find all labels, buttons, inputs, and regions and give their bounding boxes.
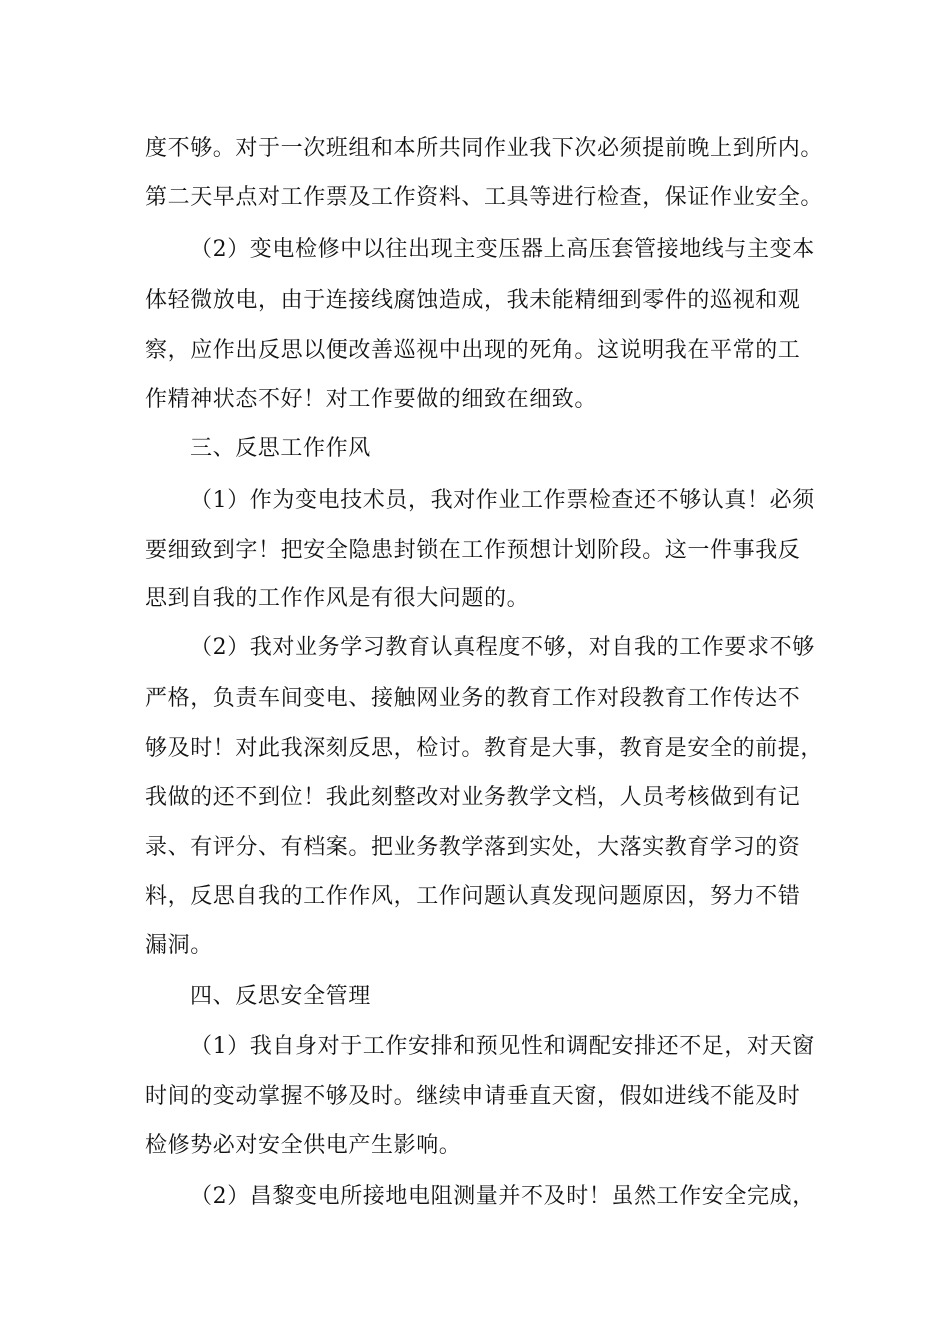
text-line: 时间的变动掌握不够及时。继续申请垂直天窗，假如进线不能及时 xyxy=(145,1084,801,1109)
text-line: 察，应作出反思以便改善巡视中出现的死角。这说明我在平常的工 xyxy=(145,338,801,363)
text-line: （1）作为变电技术员，我对作业工作票检查还不够认真！必须 xyxy=(190,488,815,513)
text-line: 严格，负责车间变电、接触网业务的教育工作对段教育工作传达不 xyxy=(145,686,801,711)
text-line: 要细致到字！把安全隐患封锁在工作预想计划阶段。这一件事我反 xyxy=(145,538,801,563)
section-heading: 三、反思工作作风 xyxy=(190,436,371,461)
text-line: （2）变电检修中以往出现主变压器上高压套管接地线与主变本 xyxy=(190,237,815,262)
section-heading: 四、反思安全管理 xyxy=(190,984,371,1009)
text-line: 度不够。对于一次班组和本所共同作业我下次必须提前晚上到所内。 xyxy=(145,136,824,161)
text-line: 够及时！对此我深刻反思，检讨。教育是大事，教育是安全的前提， xyxy=(145,736,824,761)
text-line: 检修势必对安全供电产生影响。 xyxy=(145,1133,462,1158)
text-line: 第二天早点对工作票及工作资料、工具等进行检查，保证作业安全。 xyxy=(145,185,824,210)
text-line: 作精神状态不好！对工作要做的细致在细致。 xyxy=(145,387,598,412)
text-line: 料，反思自我的工作作风，工作问题认真发现问题原因，努力不错 xyxy=(145,884,801,909)
text-line: （2）我对业务学习教育认真程度不够，对自我的工作要求不够 xyxy=(190,635,815,660)
text-line: 体轻微放电，由于连接线腐蚀造成，我未能精细到零件的巡视和观 xyxy=(145,288,801,313)
text-line: 漏洞。 xyxy=(145,933,213,958)
text-line: （1）我自身对于工作安排和预见性和调配安排还不足，对天窗 xyxy=(190,1034,815,1059)
text-line: 我做的还不到位！我此刻整改对业务教学文档，人员考核做到有记 xyxy=(145,785,801,810)
text-line: 录、有评分、有档案。把业务教学落到实处，大落实教育学习的资 xyxy=(145,835,801,860)
text-line: （2）昌黎变电所接地电阻测量并不及时！虽然工作安全完成， xyxy=(190,1184,815,1209)
text-line: 思到自我的工作作风是有很大问题的。 xyxy=(145,586,530,611)
